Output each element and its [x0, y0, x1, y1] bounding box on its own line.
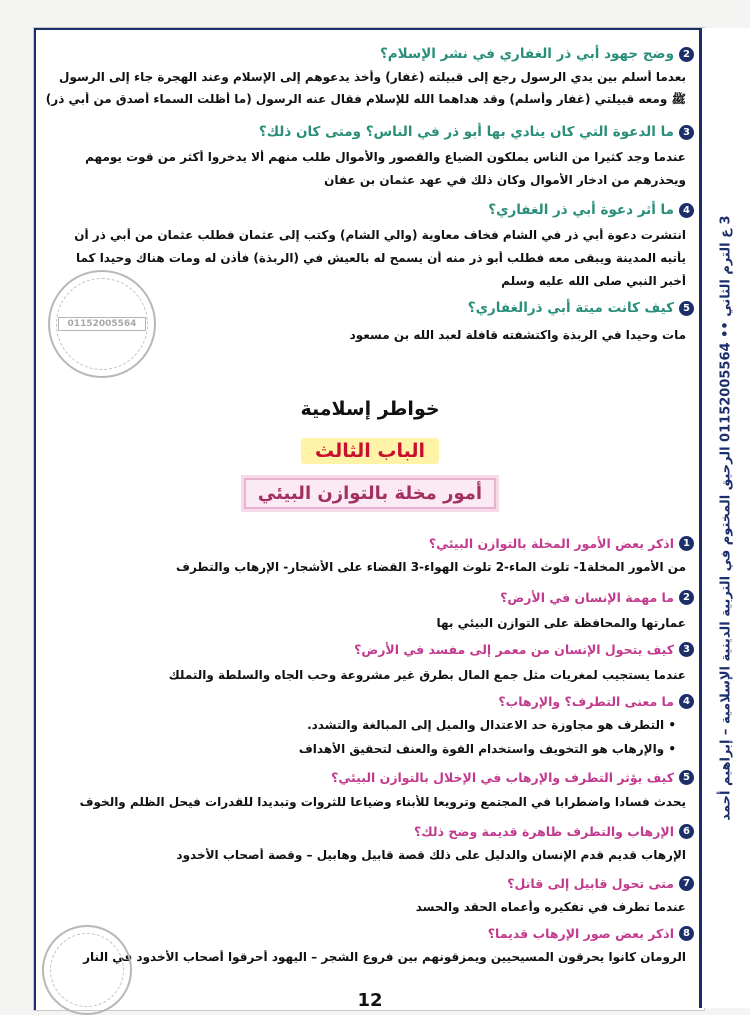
question-text: ما أثر دعوة أبي ذر الغفاري؟	[488, 202, 674, 218]
number-badge: 5	[679, 301, 694, 316]
question-4	[46, 694, 694, 709]
number-badge: 3	[679, 642, 694, 657]
answer-line: انتشرت دعوة أبي ذر في الشام فخاف معاوية (والي الشام) وكتب إلى عثمان فطلب عثمان من أبي ذر أن	[74, 228, 686, 242]
question-text: متى تحول قابيل إلى قاتل؟	[507, 876, 674, 891]
answer-line: عمارتها والمحافظة على التوازن البيئي بها	[436, 616, 686, 630]
answer-bullet: • والإرهاب هو التخويف واستخدام القوة والعنف لتحقيق الأهداف	[44, 742, 676, 756]
stamp-seal	[48, 270, 156, 378]
question-text: ما مهمة الإنسان في الأرض؟	[500, 590, 674, 605]
answer-bullet: • التطرف هو مجاوزة حد الاعتدال والميل إلى المبالغة والتشدد.	[44, 718, 676, 732]
number-badge: 1	[679, 536, 694, 551]
answer-line: عندما يستجيب لمغريات مثل جمع المال بطرق غير مشروعة وحب الجاه والسلطة والتملك	[168, 668, 686, 682]
question-1	[46, 536, 694, 551]
question-text: كيف كانت ميتة أبي ذرالغفاري؟	[467, 300, 674, 316]
number-badge: 5	[679, 770, 694, 785]
answer-line: ﷺ ومعه قبيلتي (غفار وأسلم) وقد هداهما الله للإسلام فقال عنه الرسول (ما أظلت السماء أصدق من أبي ذر)	[45, 92, 686, 106]
answer-line: عندما تطرف في تفكيره وأعماه الحقد والحسد	[415, 900, 686, 914]
worksheet-page	[34, 28, 704, 1010]
page-number: 12	[357, 990, 383, 1011]
answer-line: بعدما أسلم بين يدي الرسول رجع إلى قبيلته (غفار) وأخذ يدعوهم إلى الإسلام وعند الهجرة جاء إلى الرسول	[59, 70, 686, 84]
question-3	[46, 124, 694, 140]
answer-line: من الأمور المخلة1- تلوث الماء-2 تلوث الهواء-3 القضاء على الأشجار- الإرهاب والتطرف	[176, 560, 686, 574]
question-7	[46, 876, 694, 891]
number-badge: 8	[679, 926, 694, 941]
number-badge: 2	[679, 47, 694, 62]
question-text: وضح جهود أبي ذر الغفاري في نشر الإسلام؟	[379, 46, 674, 62]
answer-line: أخبر النبي صلى الله عليه وسلم	[501, 274, 686, 288]
question-6	[46, 824, 694, 839]
answer-line: ويحذرهم من ادخار الأموال وكان ذلك في عهد عثمان بن عفان	[324, 173, 686, 187]
answer-line: الرومان كانوا يحرقون المسيحيين ويمزقونهم بين فروع الشجر – اليهود أحرقوا أصحاب الأخدود في النار	[83, 950, 686, 964]
answer-line: عندما وجد كثيرا من الناس يملكون الضياع والقصور والأموال طلب منهم ألا يدخروا أكثر من قوت يومهم	[85, 150, 686, 164]
answer-line: الإرهاب قديم قدم الإنسان والدليل على ذلك قصة قابيل وهابيل – وقصة أصحاب الأخدود	[176, 848, 686, 862]
stamp-phone: 01152005564	[58, 317, 146, 331]
number-badge: 3	[679, 125, 694, 140]
question-5	[46, 770, 694, 785]
question-2	[46, 590, 694, 605]
number-badge: 4	[679, 694, 694, 709]
question-text: ما الدعوة التي كان ينادي بها أبو ذر في الناس؟ ومتى كان ذلك؟	[258, 124, 674, 140]
number-badge: 7	[679, 876, 694, 891]
side-strip	[699, 28, 750, 1008]
side-strip-text: 3 ع الترم الثاني •• 01152005564 الرحيق المختوم في التربية الدينية الإسلامية – إبراهيم أحمد	[718, 215, 734, 821]
question-text: كيف يؤثر التطرف والإرهاب في الإخلال بالتوازن البيئي؟	[331, 770, 674, 785]
section-heading: خواطر إسلامية	[300, 398, 440, 420]
question-8	[46, 926, 694, 941]
answer-line: يأتيه المدينة ويبقى معه فطلب أبو ذر منه أن يسمح له بالعيش في (الربذة) فأذن له ومات هناك وحيدا كما	[75, 251, 686, 265]
number-badge: 2	[679, 590, 694, 605]
question-2	[46, 46, 694, 62]
topic-heading: أمور مخلة بالتوازن البيئي	[244, 478, 496, 509]
question-text: كيف يتحول الإنسان من معمر إلى مفسد في الأرض؟	[354, 642, 674, 657]
number-badge: 4	[679, 203, 694, 218]
question-3	[46, 642, 694, 657]
question-text: ما معنى التطرف؟ والإرهاب؟	[498, 694, 674, 709]
question-text: اذكر بعض الأمور المخلة بالتوازن البيئي؟	[428, 536, 674, 551]
question-4	[46, 202, 694, 218]
question-text: اذكر بعض صور الإرهاب قديما؟	[487, 926, 674, 941]
number-badge: 6	[679, 824, 694, 839]
answer-line: مات وحيدا في الربذة واكتشفته قافلة لعبد الله بن مسعود	[349, 328, 686, 342]
answer-line: يحدث فسادا واضطرابا في المجتمع وترويعا للأبناء وضياعا للثروات وتبديدا للقدرات فيحل الظلم والخوف	[79, 795, 686, 809]
question-text: الإرهاب والتطرف ظاهرة قديمة وضح ذلك؟	[414, 824, 674, 839]
chapter-heading: الباب الثالث	[301, 438, 439, 464]
